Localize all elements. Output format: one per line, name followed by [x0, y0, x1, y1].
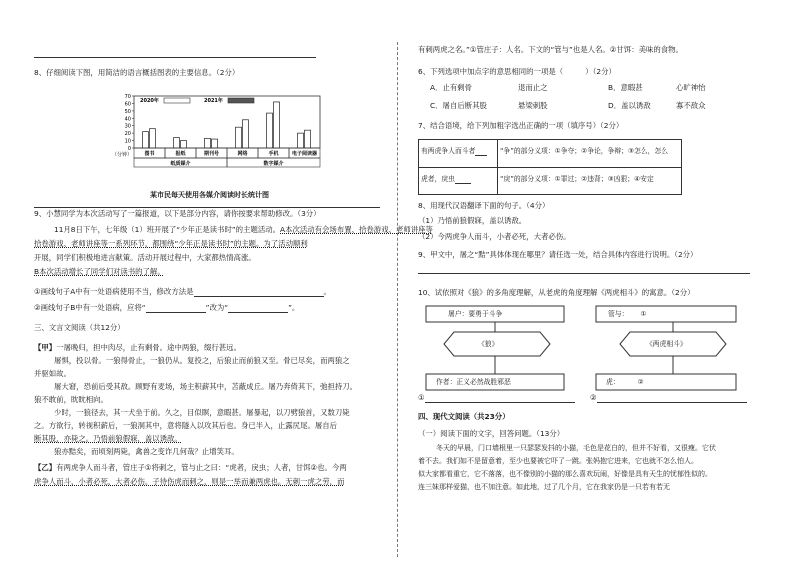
column-divider [397, 42, 398, 557]
yi-line-1: 【乙】有两虎争人而斗者，管庄子①将刺之，管与止之曰：“虎者，戾虫；人者，甘饵②也。今两 [34, 463, 347, 472]
q6-option-a: A．止有剩骨 [430, 83, 473, 92]
passage-line-2: 着不去。我们如不是留意着，至少也要被它吓了一跳。张妈抱它进来，它也就不怎么怕人。 [418, 457, 698, 465]
bar-2021年-图书 [150, 129, 156, 148]
media-reading-chart [112, 90, 326, 186]
report-line-4: B本次活动增长了同学们对读书的了解。 [34, 267, 165, 276]
question-6: 6、下列选项中加点字的意思相同的一项是（ ）（2分） [418, 67, 616, 76]
question-9-right: 9、甲文中，屠之“黠”具体体现在哪里？请任选一处，结合具体内容进行说明。（2分） [418, 250, 698, 259]
q7-row2-right: “戾”的部分义项：①罪过；②违背；③凶狠；④安定 [500, 175, 654, 183]
bar-2021年-电子阅读器 [305, 130, 311, 148]
question-9-2: ②画线句子B中有一处语病，应将“ ”改为“ ”。 [34, 303, 300, 312]
report-line-1: 11月8日下午，七年级（1）班开展了“少年正是读书时”的主题活动。A本次活动有会场布置、拾卷游戏、老师讲座等 [54, 225, 433, 234]
chart-caption: 某市民每天使用各媒介阅读时长统计图 [150, 191, 269, 199]
tiger-guanyu-box: 管与： ① [608, 310, 647, 318]
jia-line-5: 狼不敢前，眈眈相向。 [34, 395, 108, 404]
sub-section-1-title: （一）阅读下面的文字，回答问题。（13分） [418, 429, 565, 438]
answer-1: ① [418, 392, 575, 403]
question-10: 10、试依照对《狼》的多角度理解，从老虎的角度理解《两虎相斗》的寓意。（2分） [418, 288, 695, 297]
q6-option-a2: 退而止之 [518, 83, 548, 92]
tiger-center-label: 《两虎相斗》 [646, 340, 687, 348]
answer-line [418, 273, 750, 274]
group-label: 数字媒介 [263, 161, 284, 167]
jia-line-8: 断其股，亦毙之。乃悟前狼假寐，盖以诱敌。 [34, 434, 182, 443]
q7-row2-left: 虎者，戾虫 [421, 174, 471, 184]
jia-line-4: 屠大窘，恐前后受其敌。顾野有麦场，场主积薪其中，苫蔽成丘。屠乃奔倚其下，弛担持刀。 [54, 382, 358, 391]
annotation-line: 有刺两虎之名。”①管庄子：人名。下文的“管与”也是人名。②甘饵：美味的食物。 [418, 45, 683, 54]
question-9: 9、小慧同学为本次活动写了一篇报道，以下是部分内容，请你按要求帮助修改。（3分） [34, 209, 321, 218]
wolf-author-box: 作者：正义必然战胜邪恶 [436, 378, 511, 386]
legend-swatch [164, 98, 190, 103]
report-line-3: 开展，同学们积极地进言献策。活动开展过程中，大家都热情高涨。 [34, 253, 256, 262]
answer-line [34, 57, 316, 58]
category-label: 手机 [268, 151, 279, 157]
q7-row1-right: “争”的部分义项：①争夺；②争论，争辩；③怎么，怎么 [500, 147, 669, 155]
tiger-box: 虎： ② [606, 378, 644, 386]
question-8-right: 8、用现代汉语翻译下面的句子。（4分） [418, 201, 550, 210]
y-tick-label: 0 [127, 146, 131, 152]
category-label: 报纸 [175, 151, 186, 157]
jia-line-3: 并驱如故。 [34, 369, 71, 378]
passage-line-4: 连三妹那样爱猫，也不加注意。如此地，过了几个月，它在我家仍是一只若有若无 [418, 483, 670, 491]
bar-2021年-网络 [243, 120, 249, 148]
question-7: 7、结合语境，给下列加粗字选出正确的一项（填序号）（2分） [418, 121, 624, 130]
question-8-left: 8、仔细阅读下图，用简洁的语言概括图表的主要信息。（2分） [34, 68, 240, 77]
wolf-butcher-box: 屠户：要勇于斗争 [448, 310, 503, 318]
jia-line-1: 【甲】一屠晚归，担中肉尽，止有剩骨。途中两狼，缀行甚远。 [34, 343, 241, 352]
q7-row1-left: 有两虎争人而斗者 [421, 146, 487, 156]
q8-sentence-1: （1）乃悟前狼假寐，盖以诱敌。 [418, 216, 527, 225]
bar-2021年-手机 [274, 102, 280, 148]
y-tick-label: 40 [124, 116, 131, 123]
category-label: 期刊号 [203, 151, 220, 157]
bar-2020年-手机 [267, 113, 273, 148]
jia-line-6: 少时，一狼径去，其一犬坐于前。久之，目似瞑，意暇甚。屠暴起，以刀劈狼首，又数刀毙 [54, 408, 350, 417]
legend-swatch [228, 98, 254, 103]
q6-option-d: D．盖以诱敌 [608, 101, 651, 110]
y-tick-label: 20 [124, 131, 131, 138]
category-label: 电子阅读器 [291, 151, 318, 157]
chart-frame [134, 96, 320, 148]
jia-line-9: 狼亦黠矣，而顷刻两毙，禽兽之变诈几何哉？止增笑耳。 [54, 447, 239, 456]
category-label: 图书 [144, 151, 155, 157]
passage-line-3: 似大家都看重它，它不落落，也不像别的小猫的那么喜欢玩闹，好像是具有天生的忧郁性似的。 [418, 470, 712, 478]
y-tick-label: 70 [124, 94, 131, 100]
bar-2020年-图书 [143, 132, 149, 148]
y-tick-label: 30 [124, 123, 131, 130]
section-3-title: 三、文言文阅读（共12分） [34, 323, 125, 332]
section-4-title: 四、现代文阅读（共23分） [418, 412, 510, 421]
legend-label: 2020年 [140, 98, 159, 104]
legend-label: 2021年 [204, 98, 223, 104]
y-tick-label: 10 [124, 138, 131, 145]
category-label: 网络 [237, 151, 248, 157]
bar-2021年-期刊号 [212, 139, 218, 148]
bar-2021年-报纸 [181, 141, 187, 148]
bar-2020年-报纸 [174, 138, 180, 148]
y-tick-label: 60 [124, 101, 131, 108]
q6-option-b: B．意暇甚 [608, 83, 643, 92]
report-line-2: 拾卷游戏、老师讲座等一系列环节，都围绕“少年正是读书时”的主题。为了活动顺利 [34, 239, 308, 248]
q6-option-d2: 寡不敌众 [676, 101, 706, 110]
yi-line-2: 虎争人而斗，小者必死，大者必伤。子待伤虎而刺之，则是一举而兼两虎也。无刺一虎之劳，而 [34, 477, 345, 486]
question-9-1: ①画线句子A中有一处语病使用不当，修改方法是 。 [34, 287, 331, 296]
jia-line-2: 屠惧，投以骨。一狼得骨止，一狼仍从。复投之，后狼止而前狼又至。骨已尽矣，而两狼之 [54, 356, 350, 365]
bar-2020年-网络 [236, 127, 242, 148]
jia-line-7: 之。方欲行，转视积薪后，一狼洞其中，意将隧入以攻其后也。身已半入，止露尻尾。屠自后 [34, 421, 338, 430]
group-label: 纸质媒介 [170, 161, 191, 167]
bar-2020年-电子阅读器 [298, 133, 304, 148]
wolf-center-label: 《狼》 [478, 340, 499, 348]
y-tick-label: 50 [124, 108, 131, 115]
y-axis-unit: （分钟） [112, 152, 133, 158]
passage-line-1: 冬天的早晨，门口墙根里一只瑟瑟发抖的小猫，毛色是花白的，但并不好看，又很瘦。它伏 [436, 444, 716, 452]
q8-sentence-2: （2）今两虎争人而斗，小者必死，大者必伤。 [418, 232, 571, 241]
answer-2: ② [590, 392, 747, 403]
q6-option-c2: 悬梁刺股 [518, 101, 548, 110]
q6-option-b2: 心旷神怡 [676, 83, 706, 92]
q6-option-c: C．屠自后断其股 [430, 101, 487, 110]
bar-2020年-期刊号 [205, 138, 211, 148]
